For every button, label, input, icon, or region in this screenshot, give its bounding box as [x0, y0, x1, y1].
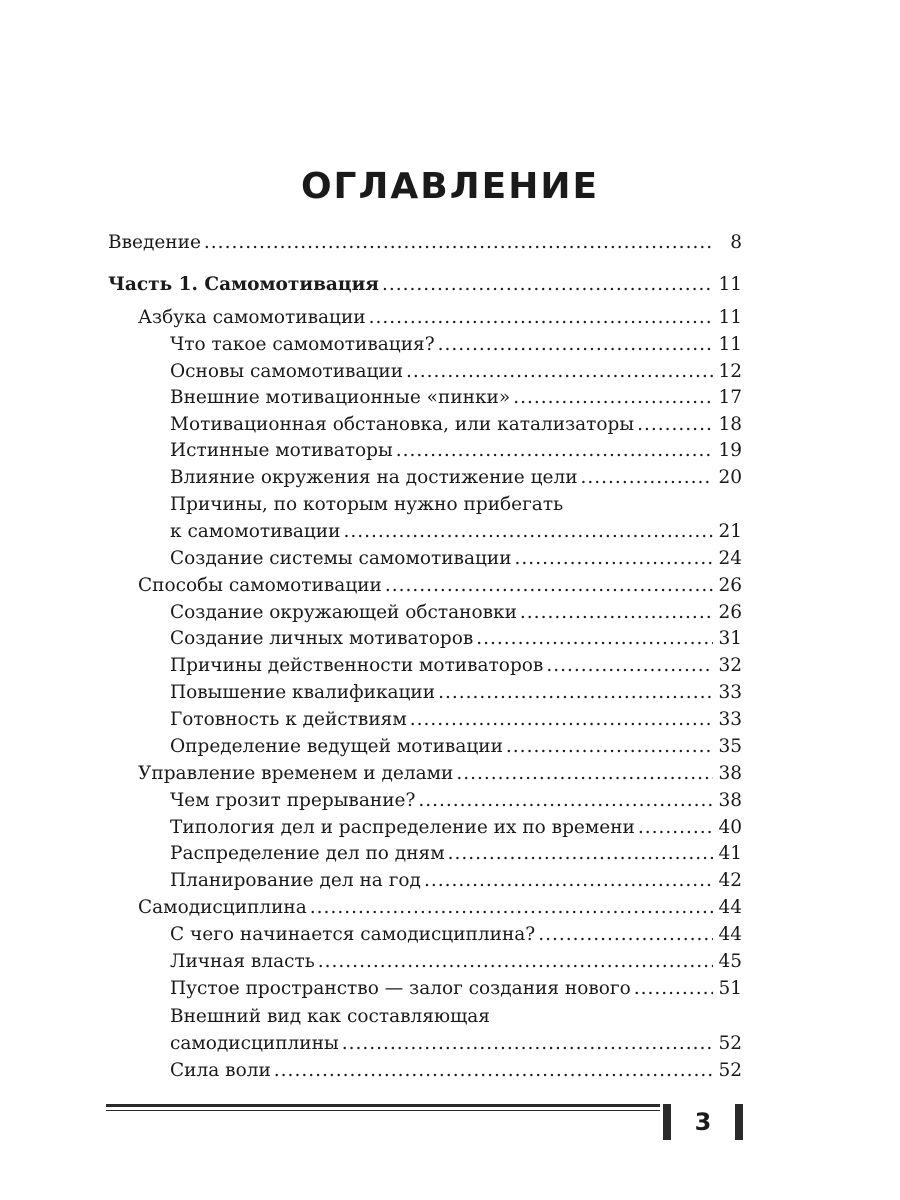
toc-entry-label: Введение	[108, 232, 201, 253]
toc-entry-page: 11	[718, 307, 742, 328]
toc-entry-subsection[interactable]	[170, 734, 742, 760]
dot-leader	[396, 438, 713, 464]
toc-entry-subsection[interactable]	[170, 465, 742, 491]
toc-entry-subsection[interactable]	[170, 332, 742, 358]
toc-entry-page: 45	[718, 951, 742, 972]
dot-leader	[637, 412, 713, 438]
toc-entry-subsection[interactable]	[170, 385, 742, 411]
toc-entry-section[interactable]	[138, 761, 742, 787]
toc-entry-page: 20	[718, 467, 742, 488]
dot-leader	[369, 305, 713, 331]
toc-entry-page: 35	[718, 736, 742, 757]
toc-entry-page: 52	[718, 1060, 742, 1081]
toc-entry-label: Определение ведущей мотивации	[170, 736, 503, 757]
toc-entry-page: 38	[718, 763, 742, 784]
toc-entry-label: Причины действенности мотиваторов	[170, 655, 544, 676]
dot-leader	[385, 573, 713, 599]
dot-leader	[406, 359, 713, 385]
toc-entry-subsection[interactable]	[170, 680, 742, 706]
toc-entry-page: 19	[718, 440, 742, 461]
dot-leader	[476, 626, 713, 652]
toc-entry-subsection[interactable]	[170, 653, 742, 679]
dot-leader	[448, 841, 713, 867]
dot-leader	[342, 1031, 713, 1057]
dot-leader	[382, 272, 713, 298]
toc-entry-page: 8	[730, 232, 742, 253]
dot-leader	[343, 519, 713, 545]
toc-entry-page: 42	[718, 870, 742, 891]
toc-entry-page: 41	[718, 843, 742, 864]
toc-entry-subsection[interactable]	[170, 922, 742, 948]
dot-leader	[410, 707, 713, 733]
toc-entry-label: Внешние мотивационные «пинки»	[170, 387, 511, 408]
toc-entry-subsection[interactable]	[170, 626, 742, 652]
toc-entry-label: Азбука самомотивации	[138, 307, 366, 328]
toc-entry-subsection[interactable]	[170, 438, 742, 464]
toc-entry-page: 11	[718, 274, 742, 295]
dot-leader	[634, 976, 713, 1002]
dot-leader	[310, 895, 713, 921]
toc-entry-label: Распределение дел по дням	[170, 843, 445, 864]
footer-rule-thin	[106, 1110, 660, 1111]
toc-entry-label: Планирование дел на год	[170, 870, 421, 891]
dot-leader	[438, 332, 713, 358]
toc-entry-label: Создание личных мотиваторов	[170, 628, 474, 649]
toc-entry-page: 33	[718, 682, 742, 703]
toc-entry-subsection[interactable]	[170, 519, 742, 545]
toc-entry-subsection[interactable]	[170, 976, 742, 1002]
toc-entry-subsection[interactable]	[170, 868, 742, 894]
page-number-bracket-left	[663, 1104, 671, 1140]
toc-entry-label: Сила воли	[170, 1060, 271, 1081]
toc-entry-label: Пустое пространство — залог создания нового	[170, 978, 631, 999]
dot-leader	[456, 761, 713, 787]
toc-entry-page: 11	[718, 334, 742, 355]
toc-entry-label: Основы самомотивации	[170, 361, 404, 382]
toc-entry-page: 38	[718, 790, 742, 811]
dot-leader	[538, 922, 713, 948]
toc-entry-label-line1: Причины, по которым нужно прибегать	[170, 494, 564, 515]
dot-leader	[546, 653, 713, 679]
toc-entry-subsection[interactable]	[170, 1031, 742, 1057]
toc-entry-subsection[interactable]	[170, 815, 742, 841]
toc-entry-subsection[interactable]	[170, 1058, 742, 1084]
toc-entry-page: 31	[718, 628, 742, 649]
dot-leader	[438, 680, 713, 706]
toc-entry-subsection[interactable]	[170, 949, 742, 975]
toc-entry-section[interactable]	[138, 305, 742, 331]
toc-entry-label: Истинные мотиваторы	[170, 440, 393, 461]
page-number: 3	[694, 1108, 712, 1136]
toc-entry-label: Влияние окружения на достижение цели	[170, 467, 578, 488]
toc-entry-page: 52	[718, 1033, 742, 1054]
toc-entry-introduction[interactable]	[108, 230, 742, 256]
toc-entry-label-line1: Внешний вид как составляющая	[170, 1006, 490, 1027]
toc-entry-page: 33	[718, 709, 742, 730]
toc-entry-label: Способы самомотивации	[138, 575, 382, 596]
toc-entry-subsection[interactable]	[170, 707, 742, 733]
toc-entry-label: Что такое самомотивация?	[170, 334, 435, 355]
toc-entry-label: самодисциплины	[170, 1033, 339, 1054]
dot-leader	[638, 815, 713, 841]
dot-leader	[318, 949, 713, 975]
toc-entry-label: Готовность к действиям	[170, 709, 407, 730]
toc-entry-subsection[interactable]	[170, 546, 742, 572]
dot-leader	[515, 546, 713, 572]
toc-entry-label: Типология дел и распределение их по времени	[170, 817, 635, 838]
toc-entry-page: 24	[718, 548, 742, 569]
toc-entry-label: Создание окружающей обстановки	[170, 602, 517, 623]
dot-leader	[274, 1058, 713, 1084]
toc-entry-label: С чего начинается самодисциплина?	[170, 924, 536, 945]
toc-entry-page: 51	[718, 978, 742, 999]
toc-entry-section[interactable]	[138, 573, 742, 599]
toc-entry-label: Часть 1. Самомотивация	[108, 274, 379, 295]
toc-entry-label: Создание системы самомотивации	[170, 548, 512, 569]
toc-entry-subsection[interactable]	[170, 359, 742, 385]
toc-entry-page: 44	[718, 924, 742, 945]
toc-entry-label: Повышение квалификации	[170, 682, 436, 703]
dot-leader	[513, 385, 713, 411]
toc-entry-part-1[interactable]	[108, 272, 742, 298]
toc-entry-label: Управление временем и делами	[138, 763, 454, 784]
dot-leader	[204, 230, 713, 256]
toc-entry-label: к самомотивации	[170, 521, 341, 542]
toc-entry-subsection[interactable]	[170, 600, 742, 626]
toc-title: ОГЛАВЛЕНИЕ	[300, 166, 600, 207]
toc-entry-page: 32	[718, 655, 742, 676]
toc-entry-page: 21	[718, 521, 742, 542]
toc-entry-page: 17	[718, 387, 742, 408]
toc-entry-page: 26	[718, 575, 742, 596]
toc-entry-subsection[interactable]	[170, 412, 742, 438]
dot-leader	[424, 868, 713, 894]
toc-entry-page: 40	[718, 817, 742, 838]
toc-entry-label: Чем грозит прерывание?	[170, 790, 416, 811]
toc-entry-subsection[interactable]	[170, 841, 742, 867]
toc-entry-section[interactable]	[138, 895, 742, 921]
toc-entry-page: 26	[718, 602, 742, 623]
toc-entry-page: 12	[718, 361, 742, 382]
toc-entry-page: 44	[718, 897, 742, 918]
page-number-bracket-right	[735, 1104, 743, 1140]
toc-entry-label: Мотивационная обстановка, или катализаторы	[170, 414, 635, 435]
toc-entry-page: 18	[718, 414, 742, 435]
footer-rule-thick	[106, 1104, 660, 1107]
toc-entry-label: Личная власть	[170, 951, 315, 972]
dot-leader	[581, 465, 713, 491]
toc-entry-label: Самодисциплина	[138, 897, 307, 918]
toc-entry-subsection[interactable]	[170, 788, 742, 814]
dot-leader	[520, 600, 713, 626]
dot-leader	[506, 734, 713, 760]
dot-leader	[418, 788, 713, 814]
